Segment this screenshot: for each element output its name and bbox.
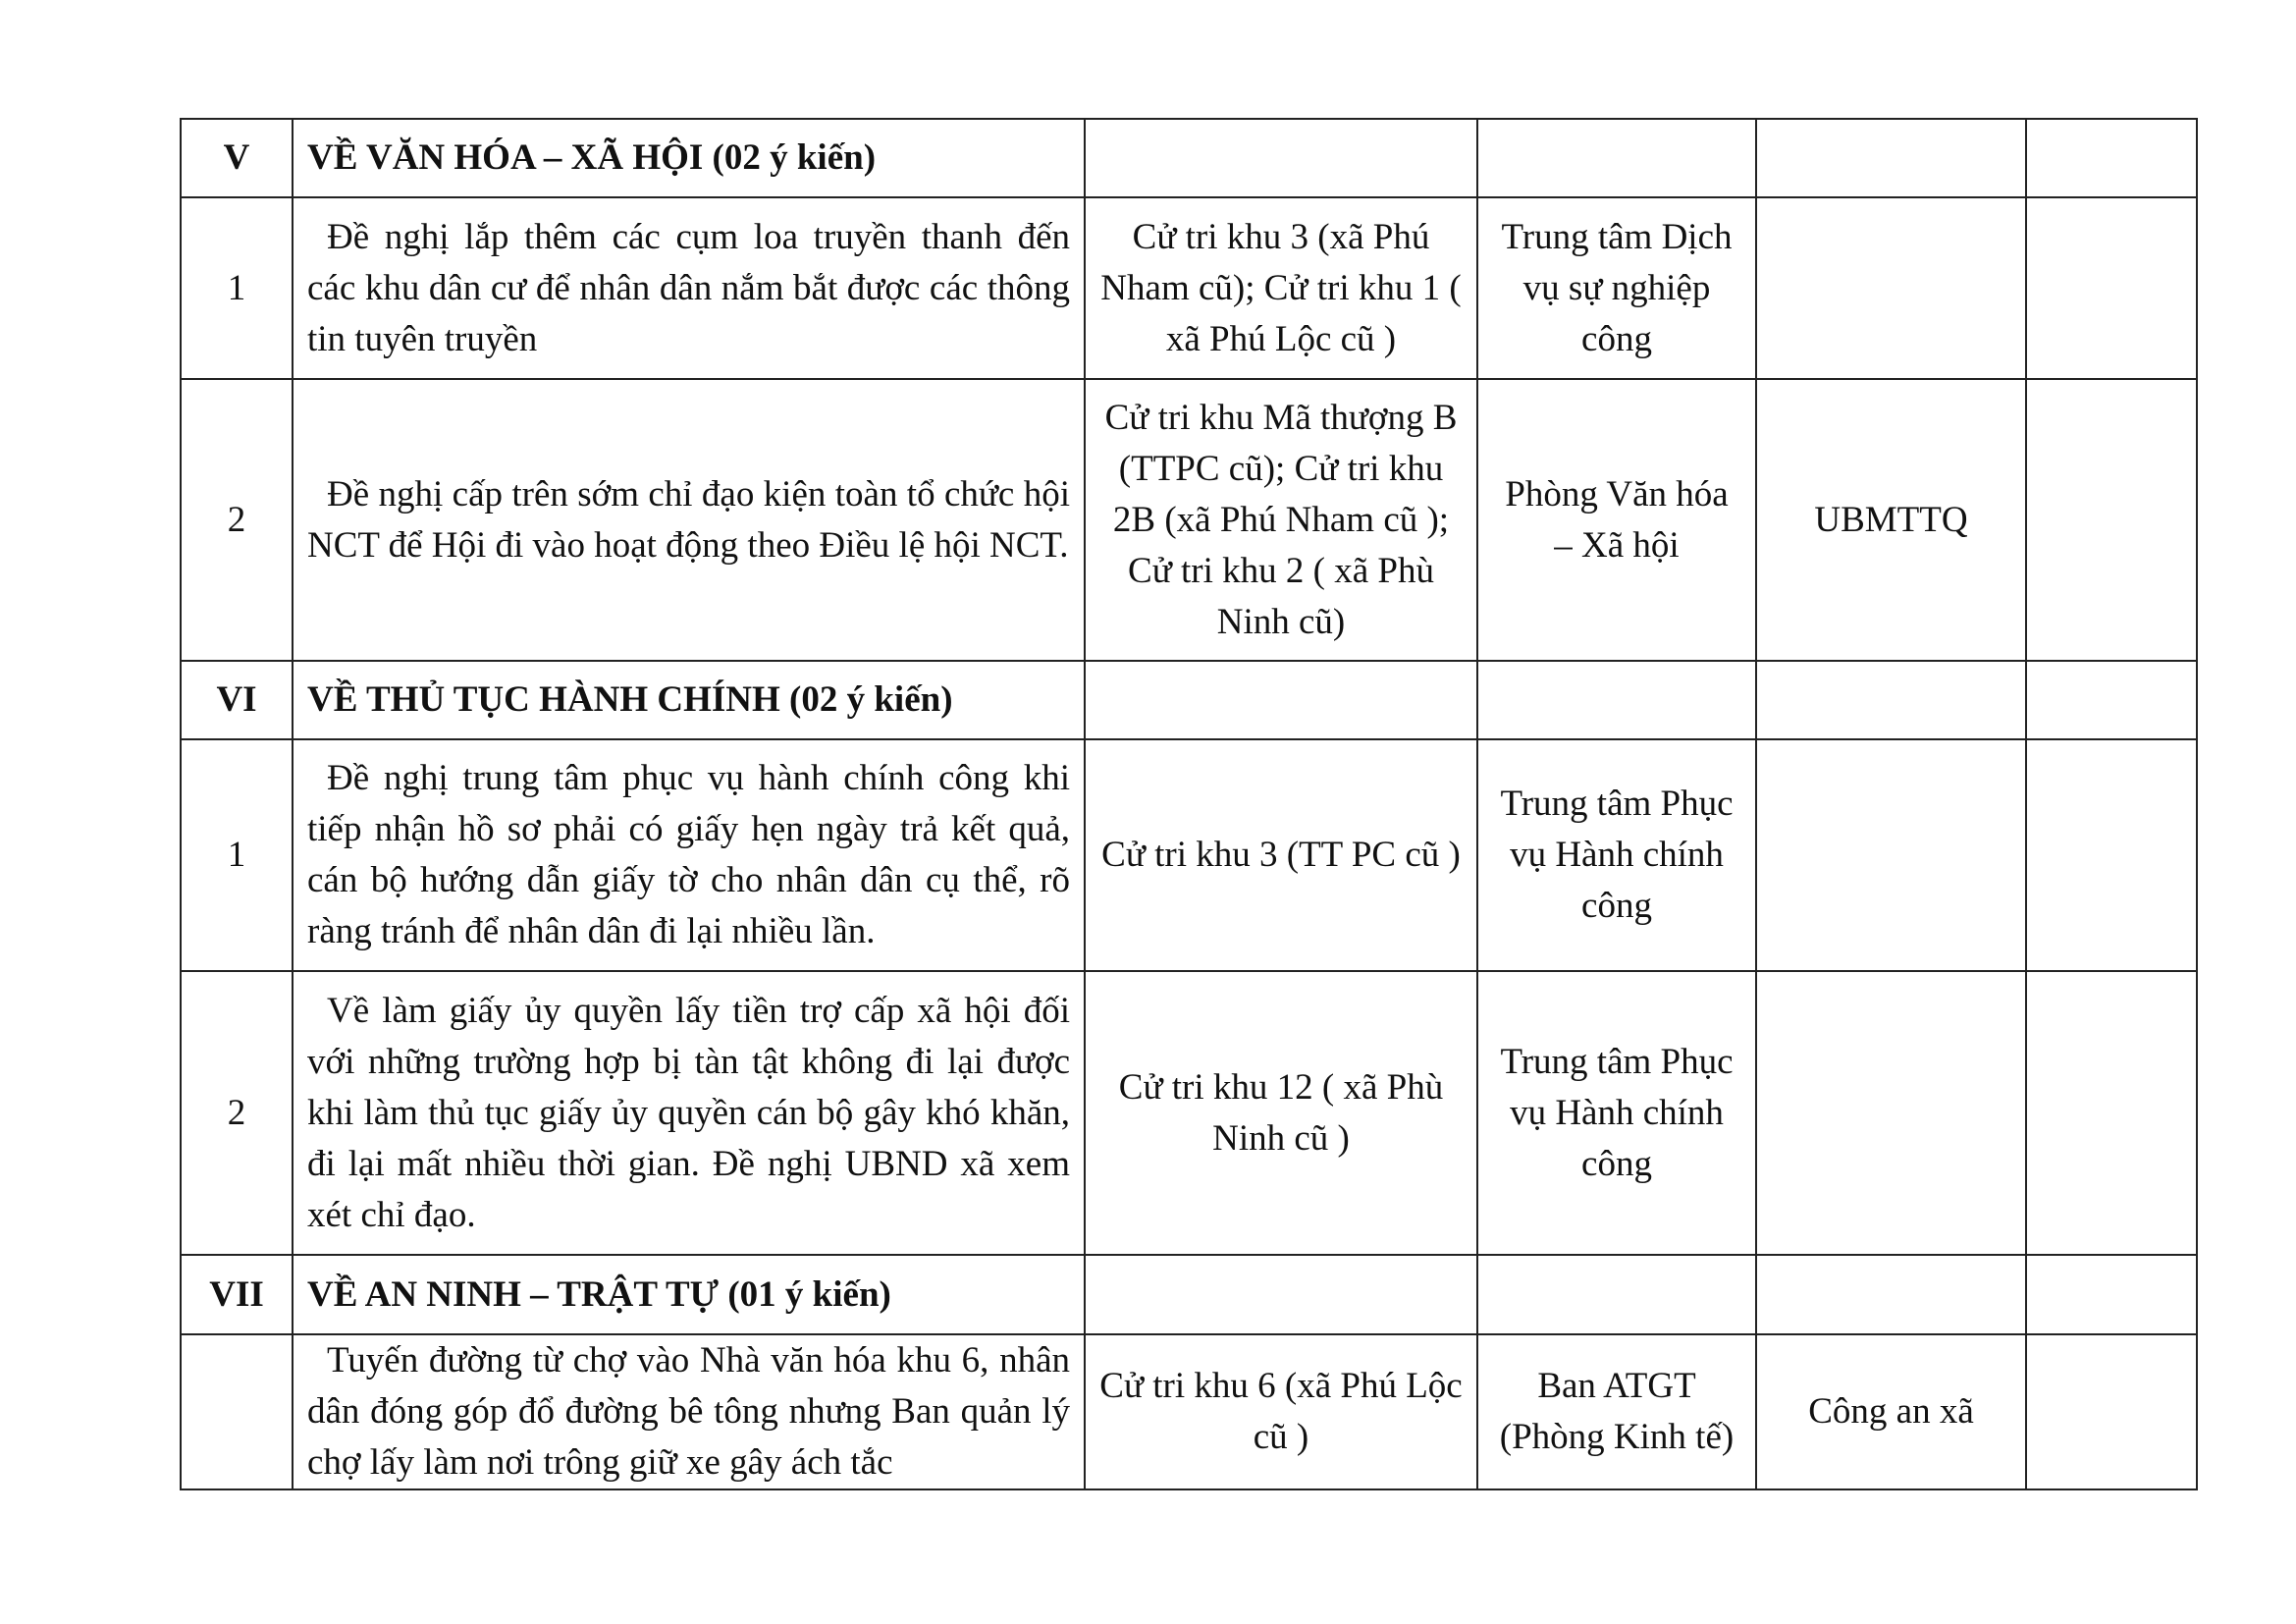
row-number: 2 (181, 379, 293, 661)
voters-cell: Cử tri khu Mã thượng B (TTPC cũ); Cử tri khu 2B (xã Phú Nham cũ ); Cử tri khu 2 ( xã Phù Ninh cũ) (1085, 379, 1477, 661)
coordinating-unit: Công an xã (1756, 1334, 2026, 1489)
section-number: V (181, 119, 293, 197)
table-row (181, 197, 2197, 379)
empty-cell (1756, 119, 2026, 197)
opinion-text: Đề nghị cấp trên sớm chỉ đạo kiện toàn tổ chức hội NCT để Hội đi vào hoạt động theo Điều lệ hội NCT. (307, 473, 1070, 566)
table-row (181, 739, 2197, 971)
opinion-content (293, 1334, 1085, 1489)
opinion-text: Về làm giấy ủy quyền lấy tiền trợ cấp xã hội đối với những trường hợp bị tàn tật không đi lại được khi làm thủ tục giấy ủy quyền cán bộ gây khó khăn, đi lại mất nhiều thời gian. Đề nghị UBND xã xem xét chỉ đạo. (307, 990, 1070, 1235)
section-heading: VỀ AN NINH – TRẬT TỰ (01 ý kiến) (293, 1255, 1085, 1334)
coordinating-unit: UBMTTQ (1756, 379, 2026, 661)
section-header-row (181, 119, 2197, 197)
section-number: VI (181, 661, 293, 739)
row-number (181, 1334, 293, 1489)
voters-cell: Cử tri khu 3 (xã Phú Nham cũ); Cử tri khu 1 ( xã Phú Lộc cũ ) (1085, 197, 1477, 379)
note-cell (2026, 739, 2197, 971)
row-number: 2 (181, 971, 293, 1255)
section-heading: VỀ THỦ TỤC HÀNH CHÍNH (02 ý kiến) (293, 661, 1085, 739)
empty-cell (2026, 1255, 2197, 1334)
section-heading: VỀ VĂN HÓA – XÃ HỘI (02 ý kiến) (293, 119, 1085, 197)
opinion-content (293, 379, 1085, 661)
responsible-unit: Trung tâm Phục vụ Hành chính công (1477, 739, 1756, 971)
opinion-content (293, 971, 1085, 1255)
note-cell (2026, 379, 2197, 661)
voters-cell: Cử tri khu 6 (xã Phú Lộc cũ ) (1085, 1334, 1477, 1489)
responsible-unit: Phòng Văn hóa – Xã hội (1477, 379, 1756, 661)
coordinating-unit (1756, 971, 2026, 1255)
opinion-text: Tuyến đường từ chợ vào Nhà văn hóa khu 6, nhân dân đóng góp đổ đường bê tông nhưng Ban quản lý chợ lấy làm nơi trông giữ xe gây ách tắc (307, 1340, 1070, 1483)
table-row (181, 379, 2197, 661)
opinion-text: Đề nghị trung tâm phục vụ hành chính công khi tiếp nhận hồ sơ phải có giấy hẹn ngày trả kết quả, cán bộ hướng dẫn giấy tờ cho nhân dân cụ thể, rõ ràng tránh để nhân dân đi lại nhiều lần. (307, 758, 1070, 951)
empty-cell (1756, 1255, 2026, 1334)
responsible-unit: Trung tâm Phục vụ Hành chính công (1477, 971, 1756, 1255)
voters-cell: Cử tri khu 12 ( xã Phù Ninh cũ ) (1085, 971, 1477, 1255)
empty-cell (1085, 1255, 1477, 1334)
opinions-table (180, 118, 2198, 1490)
empty-cell (2026, 661, 2197, 739)
empty-cell (1085, 119, 1477, 197)
section-header-row (181, 1255, 2197, 1334)
empty-cell (2026, 119, 2197, 197)
empty-cell (1477, 1255, 1756, 1334)
table-row (181, 971, 2197, 1255)
empty-cell (1477, 119, 1756, 197)
responsible-unit: Trung tâm Dịch vụ sự nghiệp công (1477, 197, 1756, 379)
empty-cell (1085, 661, 1477, 739)
section-number: VII (181, 1255, 293, 1334)
row-number: 1 (181, 197, 293, 379)
note-cell (2026, 971, 2197, 1255)
note-cell (2026, 1334, 2197, 1489)
empty-cell (1756, 661, 2026, 739)
voters-cell: Cử tri khu 3 (TT PC cũ ) (1085, 739, 1477, 971)
responsible-unit: Ban ATGT (Phòng Kinh tế) (1477, 1334, 1756, 1489)
section-header-row (181, 661, 2197, 739)
opinion-content (293, 197, 1085, 379)
note-cell (2026, 197, 2197, 379)
opinion-content (293, 739, 1085, 971)
empty-cell (1477, 661, 1756, 739)
row-number: 1 (181, 739, 293, 971)
table-row (181, 1334, 2197, 1489)
coordinating-unit (1756, 197, 2026, 379)
coordinating-unit (1756, 739, 2026, 971)
opinion-text: Đề nghị lắp thêm các cụm loa truyền thanh đến các khu dân cư để nhân dân nắm bắt được các thông tin tuyên truyền (307, 216, 1070, 359)
